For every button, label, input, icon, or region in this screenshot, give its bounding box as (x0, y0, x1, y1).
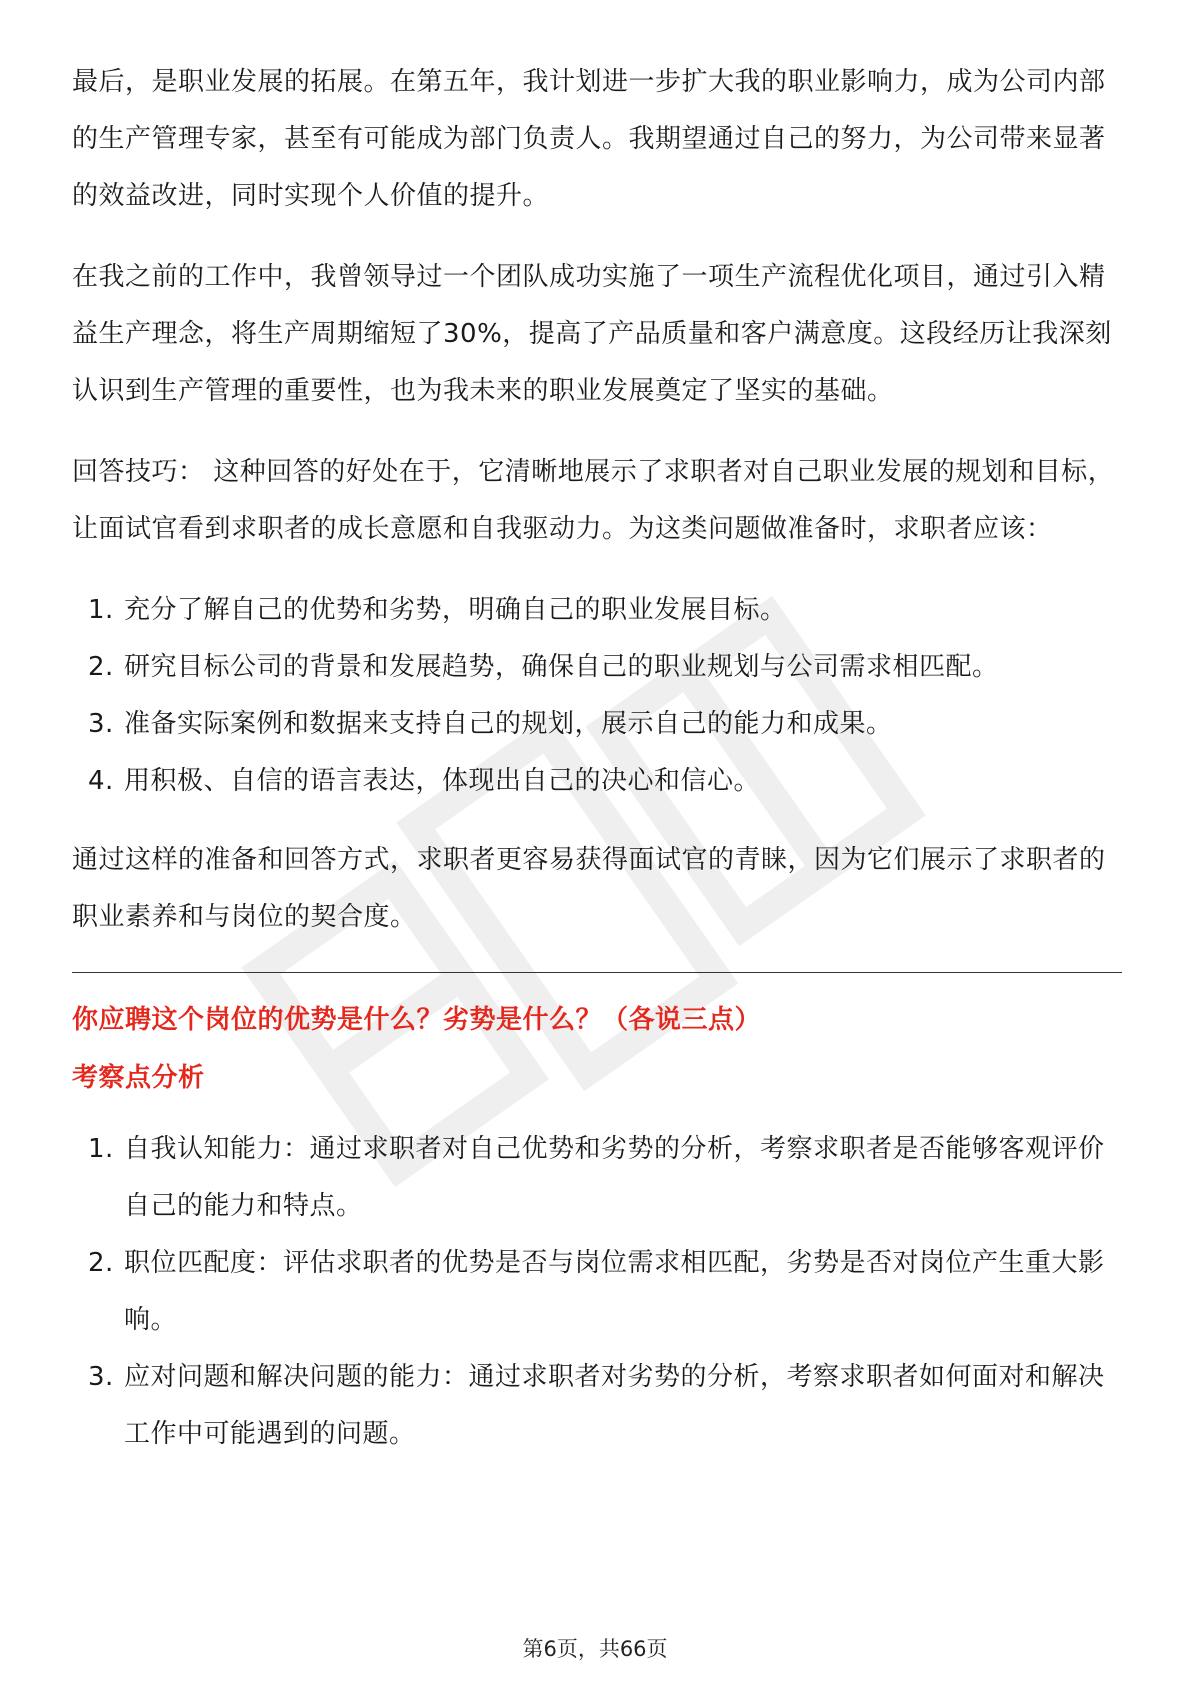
list-item: 4. 用积极、自信的语言表达，体现出自己的决心和信心。 (88, 766, 761, 796)
paragraph-answer-tips: 回答技巧： 这种回答的好处在于，它清晰地展示了求职者对自己职业发展的规划和目标，让面试官看到求职者的成长意愿和自我驱动力。为这类问题做准备时，求职者应该： (72, 457, 1115, 544)
list-item: 3. 应对问题和解决问题的能力：通过求职者对劣势的分析，考察求职者如何面对和解决工作中可能遇到的问题。 (88, 1362, 1105, 1449)
analysis-list (72, 1121, 1122, 1463)
question-heading: 你应聘这个岗位的优势是什么？劣势是什么？（各说三点） (72, 1005, 762, 1035)
document-content (72, 54, 1122, 1485)
analysis-heading: 考察点分析 (72, 1063, 205, 1093)
list-item: 3. 准备实际案例和数据来支持自己的规划，展示自己的能力和成果。 (88, 709, 893, 739)
tips-list (72, 582, 1122, 810)
list-item: 1. 充分了解自己的优势和劣势，明确自己的职业发展目标。 (88, 595, 787, 625)
list-item: 2. 研究目标公司的背景和发展趋势，确保自己的职业规划与公司需求相匹配。 (88, 652, 999, 682)
page-number-footer: 第6页，共66页 (522, 1637, 668, 1661)
paragraph-past-experience: 在我之前的工作中，我曾领导过一个团队成功实施了一项生产流程优化项目，通过引入精益生产理念，将生产周期缩短了30%，提高了产品质量和客户满意度。这段经历让我深刻认识到生产管理的重要性，也为我未来的职业发展奠定了坚实的基础。 (72, 262, 1112, 406)
paragraph-career-expansion: 最后，是职业发展的拓展。在第五年，我计划进一步扩大我的职业影响力，成为公司内部的生产管理专家，甚至有可能成为部门负责人。我期望通过自己的努力，为公司带来显著的效益改进，同时实现个人价值的提升。 (72, 67, 1106, 211)
list-item: 2. 职位匹配度：评估求职者的优势是否与岗位需求相匹配，劣势是否对岗位产生重大影响。 (88, 1248, 1105, 1335)
paragraph-closing: 通过这样的准备和回答方式，求职者更容易获得面试官的青睐，因为它们展示了求职者的职业素养和与岗位的契合度。 (72, 845, 1106, 932)
section-divider (72, 972, 1122, 973)
list-item: 1. 自我认知能力：通过求职者对自己优势和劣势的分析，考察求职者是否能够客观评价自己的能力和特点。 (88, 1134, 1105, 1221)
